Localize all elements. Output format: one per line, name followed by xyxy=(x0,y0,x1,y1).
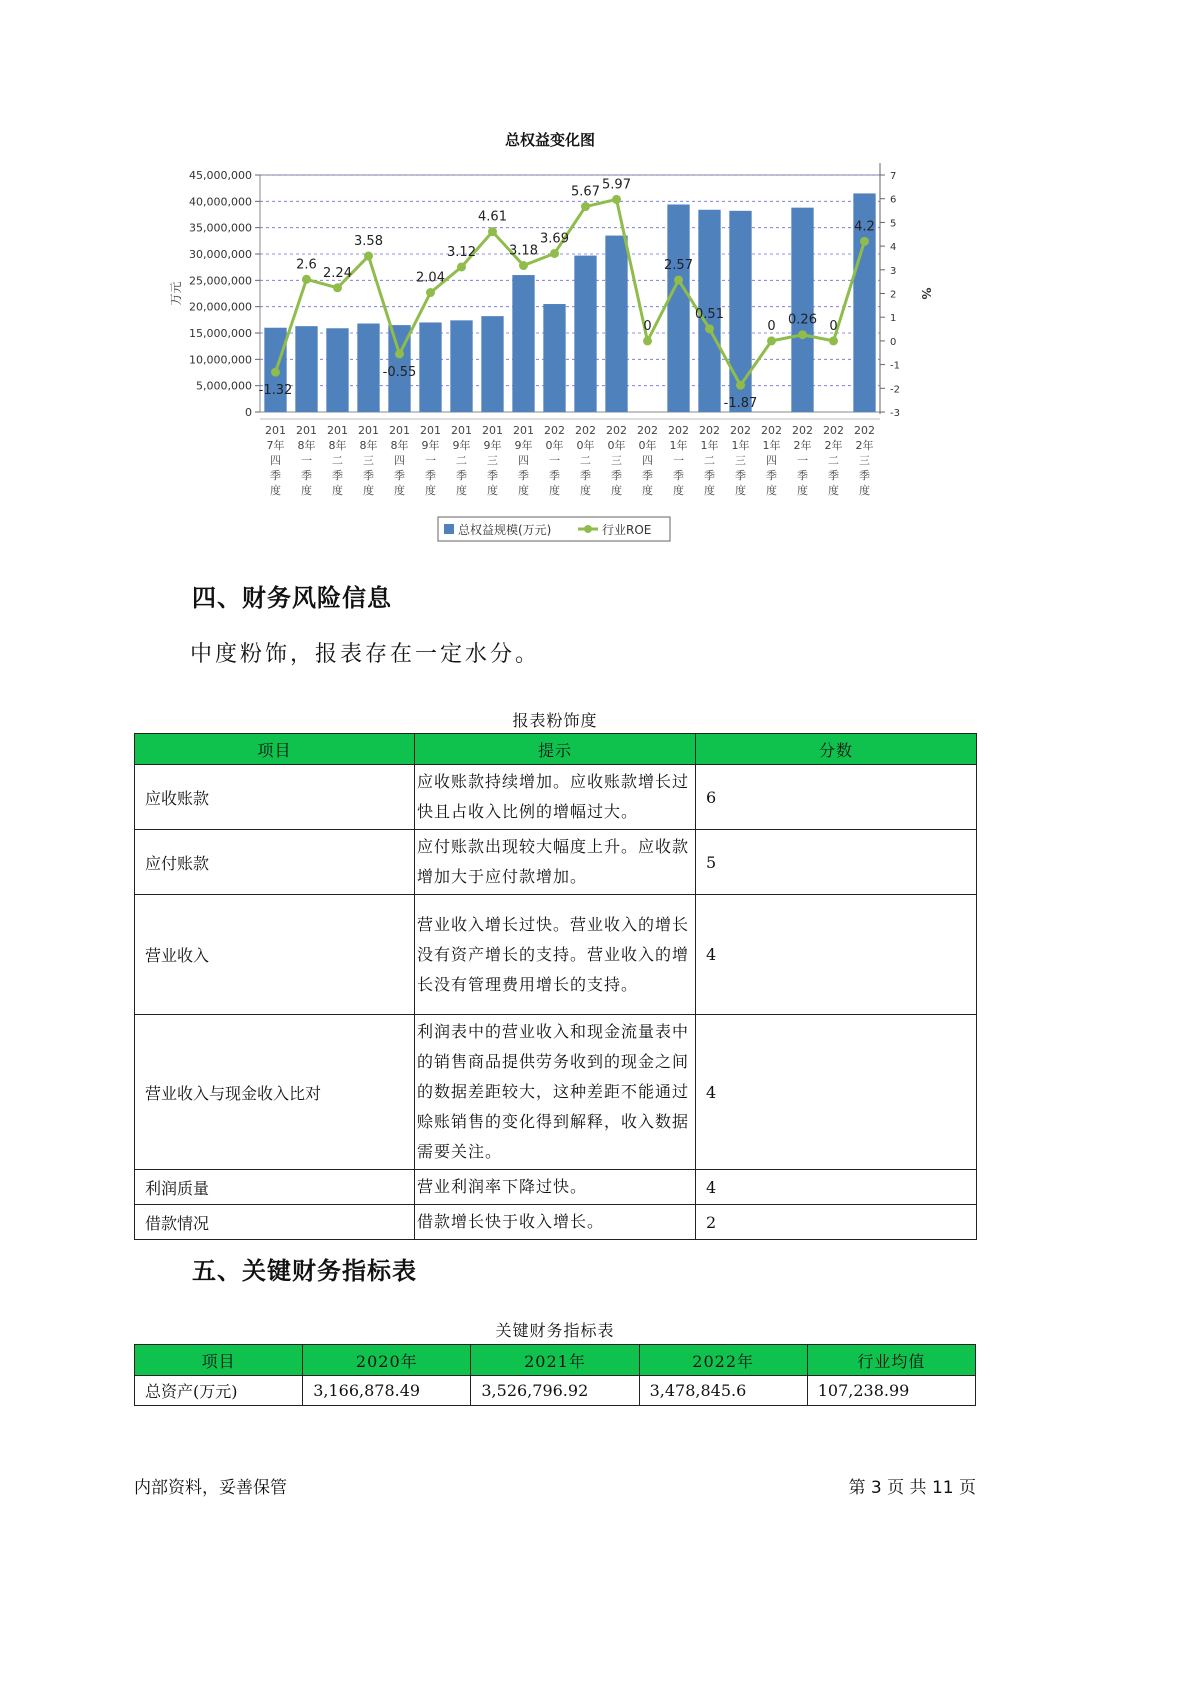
row-item: 总资产(万元) xyxy=(135,1376,303,1406)
y-tick-label-right: 0 xyxy=(890,336,897,348)
y-tick-label-left: 5,000,000 xyxy=(196,379,252,393)
roe-data-label: 4.2 xyxy=(854,219,875,235)
roe-data-label: 2.24 xyxy=(323,265,352,281)
section4-heading: 四、财务风险信息 xyxy=(192,584,392,612)
y-tick-label-left: 25,000,000 xyxy=(189,274,252,288)
roe-point xyxy=(581,202,590,211)
plot-area xyxy=(260,175,880,412)
roe-data-label: 0 xyxy=(643,318,652,334)
roe-point xyxy=(550,249,559,258)
table-header-row xyxy=(135,1345,976,1376)
roe-point xyxy=(860,237,869,246)
col-header-2020: 2020年 xyxy=(303,1345,471,1376)
whitewash-table xyxy=(134,733,977,1240)
row-item: 利润质量 xyxy=(135,1170,415,1205)
legend-bar-swatch xyxy=(444,524,454,534)
row-tip: 营业收入增长过快。营业收入的增长没有资产增长的支持。营业收入的增长没有管理费用增长的支持。 xyxy=(415,895,696,1015)
roe-point xyxy=(705,324,714,333)
roe-data-label: 3.18 xyxy=(509,243,538,259)
table-row xyxy=(135,1170,977,1205)
key-indicators-caption: 关键财务指标表 xyxy=(495,1321,615,1340)
bar xyxy=(295,326,317,412)
x-tick-label: 201 8年一季度 xyxy=(296,424,317,497)
footer-confidential: 内部资料，妥善保管 xyxy=(134,1478,287,1498)
legend-line-marker xyxy=(584,525,592,533)
row-tip: 应付账款出现较大幅度上升。应收款增加大于应付款增加。 xyxy=(415,830,696,895)
legend-line-label: 行业ROE xyxy=(602,523,652,537)
col-header-2021: 2021年 xyxy=(471,1345,639,1376)
y-tick-label-right: 5 xyxy=(890,218,897,230)
y-tick-label-right: 7 xyxy=(890,171,897,182)
row-item: 应收账款 xyxy=(135,765,415,830)
y-tick-label-left: 45,000,000 xyxy=(189,169,252,182)
x-tick-label: 201 8年四季度 xyxy=(389,424,410,497)
row-item: 借款情况 xyxy=(135,1205,415,1240)
x-tick-label: 202 1年三季度 xyxy=(730,424,751,497)
y-tick-label-left: 15,000,000 xyxy=(189,327,252,340)
x-tick-label: 201 7年四季度 xyxy=(265,424,286,497)
y-tick-label-left: 30,000,000 xyxy=(189,248,252,261)
bar xyxy=(791,208,813,412)
roe-data-label: -0.55 xyxy=(382,364,417,380)
bar xyxy=(605,236,627,412)
col-header-industry-avg: 行业均值 xyxy=(807,1345,975,1376)
row-score: 6 xyxy=(696,765,977,830)
roe-data-label: 4.61 xyxy=(478,209,507,225)
roe-point xyxy=(519,261,528,270)
row-score: 5 xyxy=(696,830,977,895)
y-tick-label-left: 20,000,000 xyxy=(189,300,252,314)
table-row xyxy=(135,765,977,830)
table-row xyxy=(135,1015,977,1170)
y-tick-label-right: 2 xyxy=(890,289,897,301)
bar xyxy=(667,204,689,412)
y-tick-label-left: 40,000,000 xyxy=(189,195,252,209)
y-tick-label-right: -2 xyxy=(890,384,900,396)
row-value-2022: 3,478,845.6 xyxy=(639,1376,807,1406)
whitewash-table-caption: 报表粉饰度 xyxy=(512,711,598,730)
row-value-2020: 3,166,878.49 xyxy=(303,1376,471,1406)
row-item: 应付账款 xyxy=(135,830,415,895)
bar xyxy=(326,328,348,412)
roe-data-label: 2.04 xyxy=(416,270,445,286)
roe-data-label: 5.67 xyxy=(571,184,600,200)
risk-summary: 中度粉饰，报表存在一定水分。 xyxy=(190,642,541,667)
y-tick-label-right: 6 xyxy=(890,194,897,206)
legend-bar-label: 总权益规模(万元) xyxy=(458,523,552,537)
roe-point xyxy=(457,262,466,271)
row-score: 2 xyxy=(696,1205,977,1240)
roe-data-label: 3.58 xyxy=(354,234,383,250)
x-tick-label: 202 1年二季度 xyxy=(699,424,720,497)
roe-point xyxy=(395,349,404,358)
roe-point xyxy=(674,275,683,284)
col-header-item: 项目 xyxy=(135,734,415,765)
x-tick-label: 202 2年一季度 xyxy=(792,424,813,497)
equity-chart xyxy=(150,125,950,550)
row-value-industry-avg: 107,238.99 xyxy=(807,1376,975,1406)
x-tick-label: 201 9年二季度 xyxy=(451,424,472,497)
roe-point xyxy=(798,330,807,339)
bar xyxy=(450,320,472,412)
table-row xyxy=(135,1376,976,1406)
bar xyxy=(512,275,534,412)
row-score: 4 xyxy=(696,1170,977,1205)
bar xyxy=(419,322,441,412)
roe-point xyxy=(643,336,652,345)
y-tick-label-left: 10,000,000 xyxy=(189,353,252,367)
row-tip: 利润表中的营业收入和现金流量表中的销售商品提供劳务收到的现金之间的数据差距较大，这种差距不能通过赊账销售的变化得到解释，收入数据需要关注。 xyxy=(415,1015,696,1170)
y-tick-label-left: 0 xyxy=(245,406,252,419)
roe-point xyxy=(612,195,621,204)
footer-page-number: 第 3 页 共 11 页 xyxy=(848,1478,976,1498)
row-item: 营业收入 xyxy=(135,895,415,1015)
roe-point xyxy=(271,368,280,377)
x-tick-label: 202 1年四季度 xyxy=(761,424,782,497)
y-tick-label-right: 3 xyxy=(890,265,897,277)
x-tick-label: 202 2年二季度 xyxy=(823,424,844,497)
col-header-2022: 2022年 xyxy=(639,1345,807,1376)
roe-data-label: 0 xyxy=(767,318,776,334)
roe-point xyxy=(829,336,838,345)
table-row xyxy=(135,895,977,1015)
row-score: 4 xyxy=(696,1015,977,1170)
table-row xyxy=(135,1205,977,1240)
roe-data-label: 0 xyxy=(829,318,838,334)
y-tick-label-right: -1 xyxy=(890,360,900,372)
key-indicators-table xyxy=(134,1344,976,1406)
roe-data-label: 2.6 xyxy=(296,257,317,273)
x-tick-label: 201 8年二季度 xyxy=(327,424,348,497)
roe-data-label: 2.57 xyxy=(664,257,693,273)
x-tick-label: 201 9年四季度 xyxy=(513,424,534,497)
bar xyxy=(574,256,596,412)
col-header-item: 项目 xyxy=(135,1345,303,1376)
roe-point xyxy=(302,275,311,284)
x-tick-label: 202 0年四季度 xyxy=(637,424,658,497)
y-tick-label-right: -3 xyxy=(890,408,900,419)
chart-svg xyxy=(150,125,950,550)
roe-point xyxy=(333,283,342,292)
roe-point xyxy=(767,336,776,345)
roe-point xyxy=(426,288,435,297)
row-score: 4 xyxy=(696,895,977,1015)
col-header-score: 分数 xyxy=(696,734,977,765)
chart-title: 总权益变化图 xyxy=(504,131,595,149)
x-tick-label: 202 0年二季度 xyxy=(575,424,596,497)
roe-data-label: 5.97 xyxy=(602,177,631,193)
bar xyxy=(481,316,503,412)
section5-heading: 五、关键财务指标表 xyxy=(192,1257,417,1285)
x-tick-label: 201 9年三季度 xyxy=(482,424,503,497)
x-tick-label: 202 2年三季度 xyxy=(854,424,875,497)
row-item: 营业收入与现金收入比对 xyxy=(135,1015,415,1170)
y-tick-label-right: 4 xyxy=(890,242,897,254)
y-tick-label-right: 1 xyxy=(890,313,897,325)
x-tick-label: 202 0年三季度 xyxy=(606,424,627,497)
y-tick-label-left: 35,000,000 xyxy=(189,221,252,235)
bar xyxy=(543,304,565,412)
col-header-tip: 提示 xyxy=(415,734,696,765)
y-axis-title-right: % xyxy=(919,287,933,300)
roe-data-label: 3.12 xyxy=(447,244,476,260)
row-tip: 营业利润率下降过快。 xyxy=(415,1170,696,1205)
y-axis-title-left: 万元 xyxy=(169,281,183,306)
row-value-2021: 3,526,796.92 xyxy=(471,1376,639,1406)
x-tick-label: 201 9年一季度 xyxy=(420,424,441,497)
row-tip: 借款增长快于收入增长。 xyxy=(415,1205,696,1240)
roe-point xyxy=(364,252,373,261)
roe-point xyxy=(736,381,745,390)
roe-point xyxy=(488,227,497,236)
roe-data-label: -1.32 xyxy=(258,383,293,399)
roe-data-label: 3.69 xyxy=(540,231,569,247)
bar xyxy=(357,324,379,412)
row-tip: 应收账款持续增加。应收账款增长过快且占收入比例的增幅过大。 xyxy=(415,765,696,830)
table-header-row xyxy=(135,734,977,765)
roe-data-label: 0.26 xyxy=(788,312,817,328)
table-row xyxy=(135,830,977,895)
roe-data-label: -1.87 xyxy=(723,396,758,412)
roe-data-label: 0.51 xyxy=(695,306,724,322)
x-tick-label: 202 0年一季度 xyxy=(544,424,565,497)
x-tick-label: 201 8年三季度 xyxy=(358,424,379,497)
x-tick-label: 202 1年一季度 xyxy=(668,424,689,497)
